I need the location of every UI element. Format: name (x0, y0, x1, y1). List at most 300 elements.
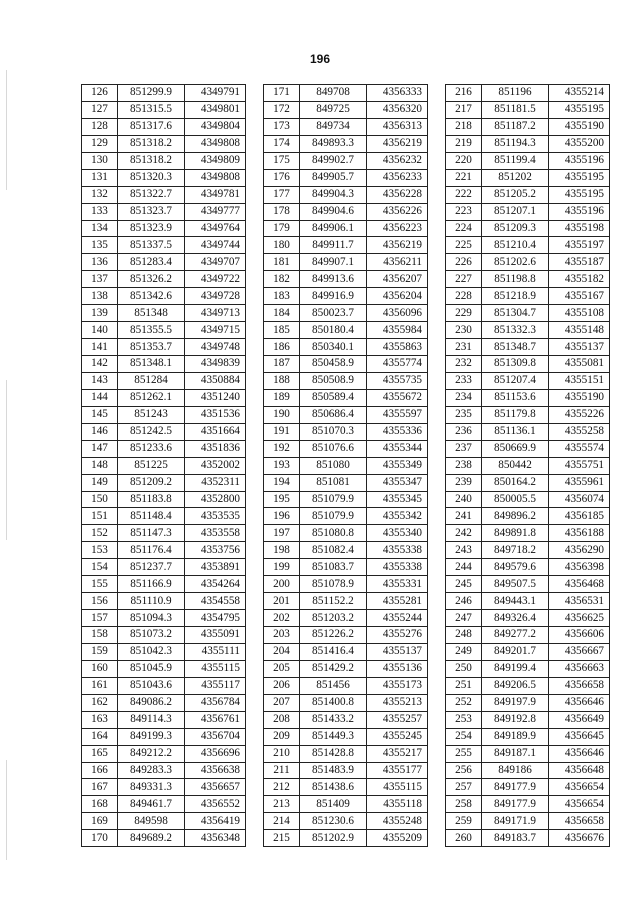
x-coordinate-cell: 851136.1 (482, 423, 549, 440)
y-coordinate-cell: 4355248 (367, 813, 428, 830)
table-row (82, 610, 246, 627)
y-coordinate-cell: 4353558 (185, 525, 246, 542)
point-number-cell: 186 (264, 339, 300, 356)
point-number-cell: 131 (82, 169, 118, 186)
y-coordinate-cell: 4355257 (367, 711, 428, 728)
point-number-cell: 228 (446, 288, 482, 305)
y-coordinate-cell: 4355338 (367, 559, 428, 576)
y-coordinate-cell: 4355117 (185, 677, 246, 694)
y-coordinate-cell: 4355258 (549, 423, 610, 440)
x-coordinate-cell: 849171.9 (482, 813, 549, 830)
y-coordinate-cell: 4349808 (185, 135, 246, 152)
x-coordinate-cell: 851337.5 (118, 237, 185, 254)
y-coordinate-cell: 4356348 (185, 830, 246, 847)
y-coordinate-cell: 4356646 (549, 694, 610, 711)
y-coordinate-cell: 4355281 (367, 593, 428, 610)
point-number-cell: 226 (446, 254, 482, 271)
y-coordinate-cell: 4351240 (185, 389, 246, 406)
x-coordinate-cell: 851202.9 (300, 830, 367, 847)
x-coordinate-cell: 851080.8 (300, 525, 367, 542)
x-coordinate-cell: 849911.7 (300, 237, 367, 254)
table-row (82, 525, 246, 542)
table-row (446, 254, 610, 271)
x-coordinate-cell: 851079.9 (300, 508, 367, 525)
x-coordinate-cell: 849201.7 (482, 643, 549, 660)
point-number-cell: 148 (82, 457, 118, 474)
scan-edge-mark (6, 760, 7, 860)
point-number-cell: 162 (82, 694, 118, 711)
table-row (264, 389, 428, 406)
x-coordinate-cell: 851409 (300, 796, 367, 813)
table-row (82, 593, 246, 610)
y-coordinate-cell: 4356290 (549, 542, 610, 559)
point-number-cell: 142 (82, 356, 118, 373)
y-coordinate-cell: 4356219 (367, 135, 428, 152)
table-row (446, 85, 610, 102)
x-coordinate-cell: 851428.8 (300, 745, 367, 762)
coordinates-table-1 (81, 84, 246, 847)
y-coordinate-cell: 4356313 (367, 118, 428, 135)
x-coordinate-cell: 851353.7 (118, 339, 185, 356)
y-coordinate-cell: 4349839 (185, 356, 246, 373)
y-coordinate-cell: 4356188 (549, 525, 610, 542)
point-number-cell: 140 (82, 322, 118, 339)
x-coordinate-cell: 849114.3 (118, 711, 185, 728)
y-coordinate-cell: 4355091 (185, 627, 246, 644)
point-number-cell: 224 (446, 220, 482, 237)
y-coordinate-cell: 4356649 (549, 711, 610, 728)
point-number-cell: 234 (446, 389, 482, 406)
table-row (446, 660, 610, 677)
table-row (82, 830, 246, 847)
table-row (264, 372, 428, 389)
y-coordinate-cell: 4353756 (185, 542, 246, 559)
point-number-cell: 194 (264, 474, 300, 491)
x-coordinate-cell: 849086.2 (118, 694, 185, 711)
point-number-cell: 220 (446, 152, 482, 169)
table-row (446, 542, 610, 559)
x-coordinate-cell: 849187.1 (482, 745, 549, 762)
point-number-cell: 213 (264, 796, 300, 813)
table-row (82, 101, 246, 118)
x-coordinate-cell: 849598 (118, 813, 185, 830)
x-coordinate-cell: 851207.1 (482, 203, 549, 220)
x-coordinate-cell: 851315.5 (118, 101, 185, 118)
x-coordinate-cell: 851083.7 (300, 559, 367, 576)
table-row (446, 762, 610, 779)
table-row (446, 813, 610, 830)
point-number-cell: 187 (264, 356, 300, 373)
x-coordinate-cell: 849461.7 (118, 796, 185, 813)
point-number-cell: 245 (446, 576, 482, 593)
point-number-cell: 157 (82, 610, 118, 627)
point-number-cell: 205 (264, 660, 300, 677)
y-coordinate-cell: 4356185 (549, 508, 610, 525)
y-coordinate-cell: 4353535 (185, 508, 246, 525)
table-row (82, 542, 246, 559)
y-coordinate-cell: 4356606 (549, 627, 610, 644)
point-number-cell: 252 (446, 694, 482, 711)
point-number-cell: 129 (82, 135, 118, 152)
x-coordinate-cell: 850458.9 (300, 356, 367, 373)
y-coordinate-cell: 4355187 (549, 254, 610, 271)
x-coordinate-cell: 849199.4 (482, 660, 549, 677)
y-coordinate-cell: 4356657 (185, 779, 246, 796)
table-row (446, 305, 610, 322)
point-number-cell: 195 (264, 491, 300, 508)
table-row (264, 440, 428, 457)
x-coordinate-cell: 851078.9 (300, 576, 367, 593)
x-coordinate-cell: 850164.2 (482, 474, 549, 491)
y-coordinate-cell: 4355195 (549, 186, 610, 203)
x-coordinate-cell: 850508.9 (300, 372, 367, 389)
x-coordinate-cell: 851148.4 (118, 508, 185, 525)
table-row (446, 356, 610, 373)
point-number-cell: 132 (82, 186, 118, 203)
table-row (264, 694, 428, 711)
point-number-cell: 247 (446, 610, 482, 627)
x-coordinate-cell: 851332.3 (482, 322, 549, 339)
x-coordinate-cell: 851355.5 (118, 322, 185, 339)
table-row (446, 288, 610, 305)
table-row (446, 677, 610, 694)
table-row (82, 576, 246, 593)
y-coordinate-cell: 4356784 (185, 694, 246, 711)
y-coordinate-cell: 4356074 (549, 491, 610, 508)
x-coordinate-cell: 851176.4 (118, 542, 185, 559)
x-coordinate-cell: 849905.7 (300, 169, 367, 186)
page-number: 196 (309, 52, 331, 66)
y-coordinate-cell: 4355984 (367, 322, 428, 339)
table-row (82, 762, 246, 779)
point-number-cell: 233 (446, 372, 482, 389)
scan-edge-mark (6, 70, 7, 190)
y-coordinate-cell: 4355751 (549, 457, 610, 474)
x-coordinate-cell: 849579.6 (482, 559, 549, 576)
x-coordinate-cell: 849277.2 (482, 627, 549, 644)
table-row (446, 491, 610, 508)
table-row (264, 457, 428, 474)
x-coordinate-cell: 851323.9 (118, 220, 185, 237)
y-coordinate-cell: 4355196 (549, 152, 610, 169)
table-row (82, 85, 246, 102)
table-row (82, 339, 246, 356)
point-number-cell: 177 (264, 186, 300, 203)
x-coordinate-cell: 851070.3 (300, 423, 367, 440)
table-row (446, 559, 610, 576)
x-coordinate-cell: 849916.9 (300, 288, 367, 305)
table-row (264, 796, 428, 813)
x-coordinate-cell: 850005.5 (482, 491, 549, 508)
y-coordinate-cell: 4355115 (185, 660, 246, 677)
y-coordinate-cell: 4355338 (367, 542, 428, 559)
x-coordinate-cell: 851218.9 (482, 288, 549, 305)
point-number-cell: 146 (82, 423, 118, 440)
point-number-cell: 175 (264, 152, 300, 169)
x-coordinate-cell: 851323.7 (118, 203, 185, 220)
x-coordinate-cell: 851317.6 (118, 118, 185, 135)
x-coordinate-cell: 849896.2 (482, 508, 549, 525)
y-coordinate-cell: 4355111 (185, 643, 246, 660)
x-coordinate-cell: 851199.4 (482, 152, 549, 169)
x-coordinate-cell: 849902.7 (300, 152, 367, 169)
point-number-cell: 217 (446, 101, 482, 118)
x-coordinate-cell: 849331.3 (118, 779, 185, 796)
table-row (264, 254, 428, 271)
point-number-cell: 127 (82, 101, 118, 118)
x-coordinate-cell: 850686.4 (300, 406, 367, 423)
table-row (82, 779, 246, 796)
point-number-cell: 193 (264, 457, 300, 474)
table-row (82, 813, 246, 830)
table-row (446, 610, 610, 627)
table-row (446, 152, 610, 169)
point-number-cell: 240 (446, 491, 482, 508)
table-row (446, 711, 610, 728)
table-row (82, 711, 246, 728)
x-coordinate-cell: 851230.6 (300, 813, 367, 830)
table-row (446, 203, 610, 220)
y-coordinate-cell: 4350884 (185, 372, 246, 389)
table-row (82, 118, 246, 135)
y-coordinate-cell: 4355200 (549, 135, 610, 152)
y-coordinate-cell: 4355196 (549, 203, 610, 220)
point-number-cell: 248 (446, 627, 482, 644)
x-coordinate-cell: 851094.3 (118, 610, 185, 627)
point-number-cell: 253 (446, 711, 482, 728)
y-coordinate-cell: 4356207 (367, 271, 428, 288)
point-number-cell: 206 (264, 677, 300, 694)
point-number-cell: 221 (446, 169, 482, 186)
y-coordinate-cell: 4355118 (367, 796, 428, 813)
y-coordinate-cell: 4356648 (549, 762, 610, 779)
point-number-cell: 185 (264, 322, 300, 339)
x-coordinate-cell: 850442 (482, 457, 549, 474)
table-row (82, 372, 246, 389)
point-number-cell: 236 (446, 423, 482, 440)
table-row (264, 356, 428, 373)
point-number-cell: 135 (82, 237, 118, 254)
table-row (82, 356, 246, 373)
x-coordinate-cell: 851045.9 (118, 660, 185, 677)
table-row (446, 423, 610, 440)
x-coordinate-cell: 849507.5 (482, 576, 549, 593)
y-coordinate-cell: 4354795 (185, 610, 246, 627)
table-row (82, 660, 246, 677)
point-number-cell: 207 (264, 694, 300, 711)
table-row (82, 406, 246, 423)
table-row (446, 745, 610, 762)
x-coordinate-cell: 851202.6 (482, 254, 549, 271)
point-number-cell: 173 (264, 118, 300, 135)
y-coordinate-cell: 4354264 (185, 576, 246, 593)
y-coordinate-cell: 4355137 (367, 643, 428, 660)
y-coordinate-cell: 4355115 (367, 779, 428, 796)
table-row (264, 203, 428, 220)
y-coordinate-cell: 4355961 (549, 474, 610, 491)
x-coordinate-cell: 851210.4 (482, 237, 549, 254)
y-coordinate-cell: 4355173 (367, 677, 428, 694)
x-coordinate-cell: 851152.2 (300, 593, 367, 610)
point-number-cell: 230 (446, 322, 482, 339)
y-coordinate-cell: 4356333 (367, 85, 428, 102)
point-number-cell: 235 (446, 406, 482, 423)
table-row (264, 677, 428, 694)
y-coordinate-cell: 4356761 (185, 711, 246, 728)
x-coordinate-cell: 850180.4 (300, 322, 367, 339)
point-number-cell: 210 (264, 745, 300, 762)
y-coordinate-cell: 4355137 (549, 339, 610, 356)
point-number-cell: 171 (264, 85, 300, 102)
y-coordinate-cell: 4355774 (367, 356, 428, 373)
table-row (264, 813, 428, 830)
point-number-cell: 159 (82, 643, 118, 660)
y-coordinate-cell: 4349791 (185, 85, 246, 102)
table-row (446, 508, 610, 525)
y-coordinate-cell: 4355340 (367, 525, 428, 542)
table-row (82, 677, 246, 694)
point-number-cell: 176 (264, 169, 300, 186)
x-coordinate-cell: 851322.7 (118, 186, 185, 203)
y-coordinate-cell: 4355331 (367, 576, 428, 593)
table-row (264, 542, 428, 559)
y-coordinate-cell: 4355217 (367, 745, 428, 762)
y-coordinate-cell: 4356468 (549, 576, 610, 593)
x-coordinate-cell: 851196 (482, 85, 549, 102)
table-row (82, 491, 246, 508)
point-number-cell: 180 (264, 237, 300, 254)
point-number-cell: 139 (82, 305, 118, 322)
table-row (446, 576, 610, 593)
table-row (264, 491, 428, 508)
table-row (446, 237, 610, 254)
y-coordinate-cell: 4356667 (549, 643, 610, 660)
x-coordinate-cell: 849283.3 (118, 762, 185, 779)
point-number-cell: 197 (264, 525, 300, 542)
table-row (446, 322, 610, 339)
y-coordinate-cell: 4355209 (367, 830, 428, 847)
point-number-cell: 161 (82, 677, 118, 694)
y-coordinate-cell: 4352311 (185, 474, 246, 491)
table-row (82, 643, 246, 660)
table-row (82, 389, 246, 406)
point-number-cell: 204 (264, 643, 300, 660)
point-number-cell: 138 (82, 288, 118, 305)
table-row (264, 118, 428, 135)
y-coordinate-cell: 4349809 (185, 152, 246, 169)
x-coordinate-cell: 849199.3 (118, 728, 185, 745)
point-number-cell: 244 (446, 559, 482, 576)
point-number-cell: 133 (82, 203, 118, 220)
x-coordinate-cell: 851318.2 (118, 135, 185, 152)
y-coordinate-cell: 4355672 (367, 389, 428, 406)
y-coordinate-cell: 4355597 (367, 406, 428, 423)
y-coordinate-cell: 4349801 (185, 101, 246, 118)
point-number-cell: 250 (446, 660, 482, 677)
x-coordinate-cell: 849189.9 (482, 728, 549, 745)
y-coordinate-cell: 4356645 (549, 728, 610, 745)
x-coordinate-cell: 851320.3 (118, 169, 185, 186)
x-coordinate-cell: 851283.4 (118, 254, 185, 271)
table-row (82, 186, 246, 203)
point-number-cell: 167 (82, 779, 118, 796)
y-coordinate-cell: 4355347 (367, 474, 428, 491)
y-coordinate-cell: 4356211 (367, 254, 428, 271)
point-number-cell: 149 (82, 474, 118, 491)
table-row (264, 525, 428, 542)
table-row (82, 423, 246, 440)
point-number-cell: 255 (446, 745, 482, 762)
y-coordinate-cell: 4356419 (185, 813, 246, 830)
x-coordinate-cell: 851284 (118, 372, 185, 389)
x-coordinate-cell: 849689.2 (118, 830, 185, 847)
table-row (264, 186, 428, 203)
x-coordinate-cell: 849183.7 (482, 830, 549, 847)
point-number-cell: 181 (264, 254, 300, 271)
coordinates-table-3 (445, 84, 610, 847)
table-row (446, 593, 610, 610)
table-row (446, 406, 610, 423)
point-number-cell: 130 (82, 152, 118, 169)
y-coordinate-cell: 4349722 (185, 271, 246, 288)
point-number-cell: 212 (264, 779, 300, 796)
point-number-cell: 145 (82, 406, 118, 423)
x-coordinate-cell: 851233.6 (118, 440, 185, 457)
x-coordinate-cell: 849904.6 (300, 203, 367, 220)
table-row (82, 457, 246, 474)
y-coordinate-cell: 4356696 (185, 745, 246, 762)
table-row (264, 627, 428, 644)
y-coordinate-cell: 4356676 (549, 830, 610, 847)
point-number-cell: 258 (446, 796, 482, 813)
x-coordinate-cell: 850669.9 (482, 440, 549, 457)
point-number-cell: 232 (446, 356, 482, 373)
y-coordinate-cell: 4355735 (367, 372, 428, 389)
table-row (264, 423, 428, 440)
table-row (264, 728, 428, 745)
point-number-cell: 184 (264, 305, 300, 322)
y-coordinate-cell: 4356704 (185, 728, 246, 745)
table-row (446, 101, 610, 118)
y-coordinate-cell: 4356228 (367, 186, 428, 203)
table-row (446, 440, 610, 457)
x-coordinate-cell: 851080 (300, 457, 367, 474)
point-number-cell: 150 (82, 491, 118, 508)
point-number-cell: 231 (446, 339, 482, 356)
y-coordinate-cell: 4356646 (549, 745, 610, 762)
point-number-cell: 243 (446, 542, 482, 559)
y-coordinate-cell: 4349744 (185, 237, 246, 254)
table-row (264, 643, 428, 660)
table-row (446, 389, 610, 406)
point-number-cell: 199 (264, 559, 300, 576)
table-row (446, 694, 610, 711)
point-number-cell: 151 (82, 508, 118, 525)
point-number-cell: 169 (82, 813, 118, 830)
point-number-cell: 163 (82, 711, 118, 728)
point-number-cell: 147 (82, 440, 118, 457)
point-number-cell: 191 (264, 423, 300, 440)
y-coordinate-cell: 4356663 (549, 660, 610, 677)
y-coordinate-cell: 4356232 (367, 152, 428, 169)
table-row (264, 85, 428, 102)
point-number-cell: 237 (446, 440, 482, 457)
x-coordinate-cell: 849212.2 (118, 745, 185, 762)
x-coordinate-cell: 851043.6 (118, 677, 185, 694)
point-number-cell: 141 (82, 339, 118, 356)
table-row (264, 169, 428, 186)
point-number-cell: 155 (82, 576, 118, 593)
